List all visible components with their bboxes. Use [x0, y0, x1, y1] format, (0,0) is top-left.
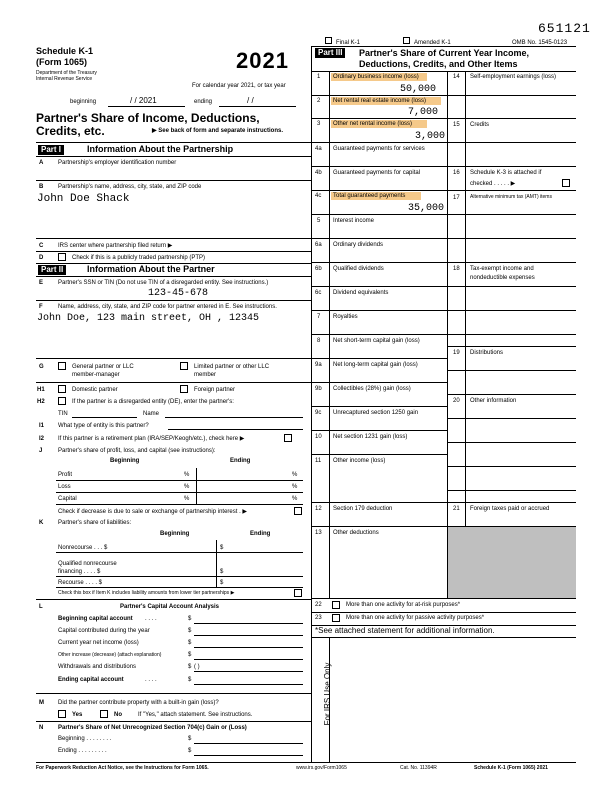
loss-end-pct: %: [292, 484, 298, 490]
item-h1-letter: H1: [37, 387, 45, 393]
item-l-letter: L: [39, 604, 43, 610]
partner-ssn-value[interactable]: 123-45-678: [148, 288, 209, 299]
item-j-letter: J: [39, 448, 43, 454]
item-k-label: Partner's share of liabilities:: [58, 520, 132, 526]
k-ending-header: Ending: [250, 531, 271, 537]
line9c-number: 9c: [315, 410, 322, 416]
item-e-label: Partner's SSN or TIN (Do not use TIN of a disregarded entity. See instructions.): [58, 280, 269, 286]
tax-year: 2021: [236, 48, 289, 73]
m-no-label: No: [114, 712, 122, 718]
calendar-year-label: For calendar year 2021, or tax year: [192, 83, 286, 89]
line14-number: 14: [453, 74, 460, 80]
form-number: (Form 1065): [36, 57, 88, 67]
lower-tier-checkbox[interactable]: [294, 589, 302, 597]
line9b-number: 9b: [315, 386, 322, 392]
capital-account-title: Partner's Capital Account Analysis: [120, 604, 220, 610]
amended-k1-checkbox[interactable]: [403, 37, 410, 44]
l6-dots: . . . .: [145, 677, 157, 683]
ending-label: ending: [194, 99, 213, 105]
item-c-label: IRS center where partnership filed return ▶: [58, 243, 173, 249]
line6b-number: 6b: [315, 266, 322, 272]
line22-number: 22: [315, 602, 322, 608]
part1-badge: Part I: [38, 145, 64, 155]
line14-label: Self-employment earnings (loss): [470, 74, 557, 80]
item-n-letter: N: [39, 725, 44, 731]
item-k-letter: K: [39, 520, 44, 526]
line1-label: Ordinary business income (loss): [333, 74, 419, 80]
part3-title-line2: Deductions, Credits, and Other Items: [359, 59, 518, 69]
item-a-label: Partnership's employer identification number: [58, 160, 177, 166]
line1-number: 1: [317, 74, 321, 80]
dept-treasury: Department of the Treasury: [36, 70, 97, 76]
l2-dollar: $: [188, 628, 192, 634]
ending-capital-label: Ending capital account: [58, 677, 124, 683]
line15-label: Credits: [470, 122, 490, 128]
line16-label-b: checked . . . . . ▶: [470, 181, 516, 187]
item-d-letter: D: [39, 255, 44, 261]
line15-number: 15: [453, 122, 460, 128]
line10-number: 10: [315, 434, 322, 440]
l6-dollar: $: [188, 677, 192, 683]
line20-label: Other information: [470, 398, 517, 404]
line22-label: More than one activity for at-risk purposes*: [346, 602, 461, 608]
qualified-nonrecourse-label: Qualified nonrecourse: [58, 561, 117, 567]
n1-dollar: $: [188, 736, 192, 742]
j-decrease-label: Check if decrease is due to sale or exchange of partnership interest . ▶: [58, 509, 248, 515]
l5-dollar: $: [188, 664, 192, 670]
item-f-letter: F: [39, 304, 43, 310]
tin-label: TIN: [58, 411, 68, 417]
line19-label: Distributions: [470, 350, 504, 356]
final-k1-label: Final K-1: [336, 40, 361, 46]
m-yes-checkbox[interactable]: [58, 710, 66, 718]
line1-value[interactable]: 50,000: [400, 84, 437, 95]
item-m-letter: M: [39, 700, 44, 706]
item-f-label: Name, address, city, state, and ZIP code for partner entered in E. See instructions.: [58, 304, 277, 310]
foreign-partner-label: Foreign partner: [194, 387, 236, 393]
line21-number: 21: [453, 506, 460, 512]
item-e-letter: E: [39, 280, 44, 286]
nonrecourse-end-dollar: $: [220, 545, 224, 551]
net-income-label: Current year net income (loss): [58, 640, 139, 646]
line4c-number: 4c: [315, 193, 322, 199]
beginning-label: beginning: [70, 99, 97, 105]
line6c-number: 6c: [315, 290, 322, 296]
item-a-letter: A: [39, 160, 44, 166]
n-beginning-label: Beginning . . . . . . . .: [58, 736, 112, 742]
capital-contributed-label: Capital contributed during the year: [58, 628, 150, 634]
line12-number: 12: [315, 506, 322, 512]
cat-number: Cat. No. 11394R: [400, 765, 437, 771]
m-no-checkbox[interactable]: [100, 710, 108, 718]
item-m-label: Did the partner contribute property with a built-in gain (loss)?: [58, 700, 219, 706]
schedule-k3-checkbox[interactable]: [562, 179, 570, 187]
loss-begin-pct: %: [184, 484, 190, 490]
line23-number: 23: [315, 615, 322, 621]
line23-label: More than one activity for passive activity purposes*: [346, 615, 485, 621]
k-beginning-header: Beginning: [160, 531, 190, 537]
line9b-label: Collectibles (28%) gain (loss): [333, 386, 411, 392]
line5-number: 5: [317, 218, 321, 224]
limited-partner-label: Limited partner or other LLC: [194, 364, 270, 370]
line6a-label: Ordinary dividends: [333, 242, 384, 248]
n2-dollar: $: [188, 748, 192, 754]
profit-end-pct: %: [292, 472, 298, 478]
irs-url[interactable]: www.irs.gov/Form1065: [296, 765, 347, 771]
capital-end-pct: %: [292, 496, 298, 502]
line18-label-b: nondeductible expenses: [470, 275, 535, 281]
j-ending-header: Ending: [230, 458, 251, 464]
domestic-partner-label: Domestic partner: [72, 387, 118, 393]
beginning-capital-label: Beginning capital account: [58, 616, 133, 622]
line13-label: Other deductions: [333, 530, 379, 536]
recourse-label: Recourse . . . . $: [58, 580, 103, 586]
capital-begin-pct: %: [184, 496, 190, 502]
line9a-number: 9a: [315, 362, 322, 368]
item-i1-letter: I1: [39, 423, 45, 429]
item-h2-label: If the partner is a disregarded entity (DE), enter the partner's:: [72, 399, 234, 405]
line7-label: Royalties: [333, 314, 358, 320]
line11-number: 11: [315, 458, 322, 464]
line8-label: Net short-term capital gain (loss): [333, 338, 420, 344]
line4b-label: Guaranteed payments for capital: [333, 170, 421, 176]
line3-value[interactable]: 3,000: [415, 131, 446, 142]
l1-dots: . . . .: [145, 616, 157, 622]
line21-label: Foreign taxes paid or accrued: [470, 506, 550, 512]
l3-dollar: $: [188, 640, 192, 646]
line5-label: Interest income: [333, 218, 375, 224]
limited-partner-label-2: member: [194, 372, 217, 378]
line4b-number: 4b: [315, 170, 322, 176]
line6c-label: Dividend equivalents: [333, 290, 389, 296]
ptp-checkbox[interactable]: [58, 253, 66, 261]
line8-number: 8: [317, 338, 321, 344]
part3-badge: Part III: [315, 48, 345, 58]
line2-number: 2: [317, 98, 321, 104]
line22-checkbox[interactable]: [332, 601, 340, 609]
foreign-partner-checkbox[interactable]: [180, 385, 188, 393]
final-k1-checkbox[interactable]: [325, 37, 332, 44]
part2-title: Information About the Partner: [87, 264, 215, 274]
omb-number: OMB No. 1545-0123: [512, 40, 568, 46]
l4-dollar: $: [188, 652, 192, 658]
profit-label: Profit: [58, 472, 73, 478]
domestic-partner-checkbox[interactable]: [58, 385, 66, 393]
amended-k1-label: Amended K-1: [414, 40, 451, 46]
line12-label: Section 179 deduction: [333, 506, 393, 512]
partner-name-address-value[interactable]: John Doe, 123 main street, OH , 12345: [37, 313, 260, 324]
schedule-name: Schedule K-1: [36, 46, 94, 56]
line11-label: Other income (loss): [333, 458, 386, 464]
recourse-end-dollar: $: [220, 580, 224, 586]
part2-badge: Part II: [38, 265, 66, 275]
qualified-nonrecourse-label-2: financing . . . . $: [58, 569, 101, 575]
line10-label: Net section 1231 gain (loss): [333, 434, 408, 440]
line16-number: 16: [453, 170, 460, 176]
l5-parens: ( ): [194, 664, 200, 670]
line7-number: 7: [317, 314, 321, 320]
item-n-label: Partner's Share of Net Unrecognized Section 704(c) Gain or (Loss): [58, 725, 247, 731]
shaded-area: [448, 527, 576, 598]
general-partner-checkbox[interactable]: [58, 362, 66, 370]
line2-label: Net rental real estate income (loss): [333, 98, 427, 104]
disregarded-entity-checkbox[interactable]: [58, 397, 66, 405]
line4a-number: 4a: [315, 146, 322, 152]
m-yes-label: Yes: [72, 712, 83, 718]
other-increase-label: Other increase (decrease) (attach explanation): [58, 652, 162, 658]
item-i2-letter: I2: [39, 436, 45, 442]
footer-form-name: Schedule K-1 (Form 1065) 2021: [474, 765, 548, 771]
form-title-line2: Credits, etc.: [36, 124, 105, 138]
line6a-number: 6a: [315, 242, 322, 248]
line6b-label: Qualified dividends: [333, 266, 384, 272]
line3-number: 3: [317, 121, 321, 127]
item-g-letter: G: [39, 364, 44, 370]
paperwork-notice: For Paperwork Reduction Act Notice, see the Instructions for Form 1065.: [36, 765, 209, 771]
k-lower-tier-label: Check this box if Item K includes liability amounts from lower tier partnerships ▶: [58, 590, 235, 596]
line2-value[interactable]: 7,000: [408, 107, 439, 118]
line13-number: 13: [315, 530, 322, 536]
line18-number: 18: [453, 266, 460, 272]
nonrecourse-label: Nonrecourse . . . $: [58, 545, 108, 551]
item-h2-letter: H2: [37, 399, 45, 405]
see-back-note: ▶ See back of form and separate instructions.: [152, 128, 283, 134]
item-d-label: Check if this is a publicly traded partnership (PTP): [72, 255, 206, 261]
general-partner-label-2: member-manager: [72, 372, 120, 378]
end-date[interactable]: / /: [247, 96, 254, 105]
item-b-label: Partnership's name, address, city, state, and ZIP code: [58, 184, 202, 190]
profit-begin-pct: %: [184, 472, 190, 478]
part1-title: Information About the Partnership: [87, 144, 234, 154]
qualified-end-dollar: $: [220, 569, 224, 575]
begin-date[interactable]: / / 2021: [130, 96, 157, 105]
general-partner-label: General partner or LLC: [72, 364, 134, 370]
item-i1-label: What type of entity is this partner?: [58, 423, 149, 429]
item-b-letter: B: [39, 184, 44, 190]
line3-label: Other net rental income (loss): [333, 121, 413, 127]
line4a-label: Guaranteed payments for services: [333, 146, 425, 152]
limited-partner-checkbox[interactable]: [180, 362, 188, 370]
attached-statement-note: *See attached statement for additional information.: [315, 626, 495, 635]
j-beginning-header: Beginning: [110, 458, 140, 464]
item-i2-label: If this partner is a retirement plan (IRA/SEP/Keogh/etc.), check here ▶: [58, 436, 245, 442]
withdrawals-label: Withdrawals and distributions: [58, 664, 137, 670]
line17-label: Alternative minimum tax (AMT) items: [470, 194, 552, 200]
capital-label: Capital: [58, 496, 77, 502]
n-ending-label: Ending . . . . . . . . .: [58, 748, 107, 754]
name-label: Name: [143, 411, 160, 417]
control-number: 651121: [538, 21, 591, 36]
l1-dollar: $: [188, 616, 192, 622]
line17-number: 17: [453, 195, 460, 201]
m-note: If "Yes," attach statement. See instructions.: [138, 712, 253, 718]
partnership-name-value[interactable]: John Doe Shack: [37, 193, 130, 205]
line19-number: 19: [453, 350, 460, 356]
item-j-label: Partner's share of profit, loss, and capital (see instructions):: [58, 448, 216, 454]
line18-label-a: Tax-exempt income and: [470, 266, 534, 272]
line16-label-a: Schedule K-3 is attached if: [470, 170, 542, 176]
line4c-label: Total guaranteed payments: [333, 193, 406, 199]
item-c-letter: C: [39, 243, 44, 249]
line9c-label: Unrecaptured section 1250 gain: [333, 410, 419, 416]
form-title-line1: Partner's Share of Income, Deductions,: [36, 111, 260, 125]
retirement-plan-checkbox[interactable]: [284, 434, 292, 442]
line20-number: 20: [453, 398, 460, 404]
line23-checkbox[interactable]: [332, 614, 340, 622]
part3-title-line1: Partner's Share of Current Year Income,: [359, 48, 530, 58]
line9a-label: Net long-term capital gain (loss): [333, 362, 418, 368]
loss-label: Loss: [58, 484, 71, 490]
line4c-value[interactable]: 35,000: [408, 203, 445, 214]
irs-use-only-label: For IRS Use Only: [323, 662, 332, 726]
decrease-sale-checkbox[interactable]: [294, 507, 302, 515]
irs-label: Internal Revenue Service: [36, 76, 93, 82]
